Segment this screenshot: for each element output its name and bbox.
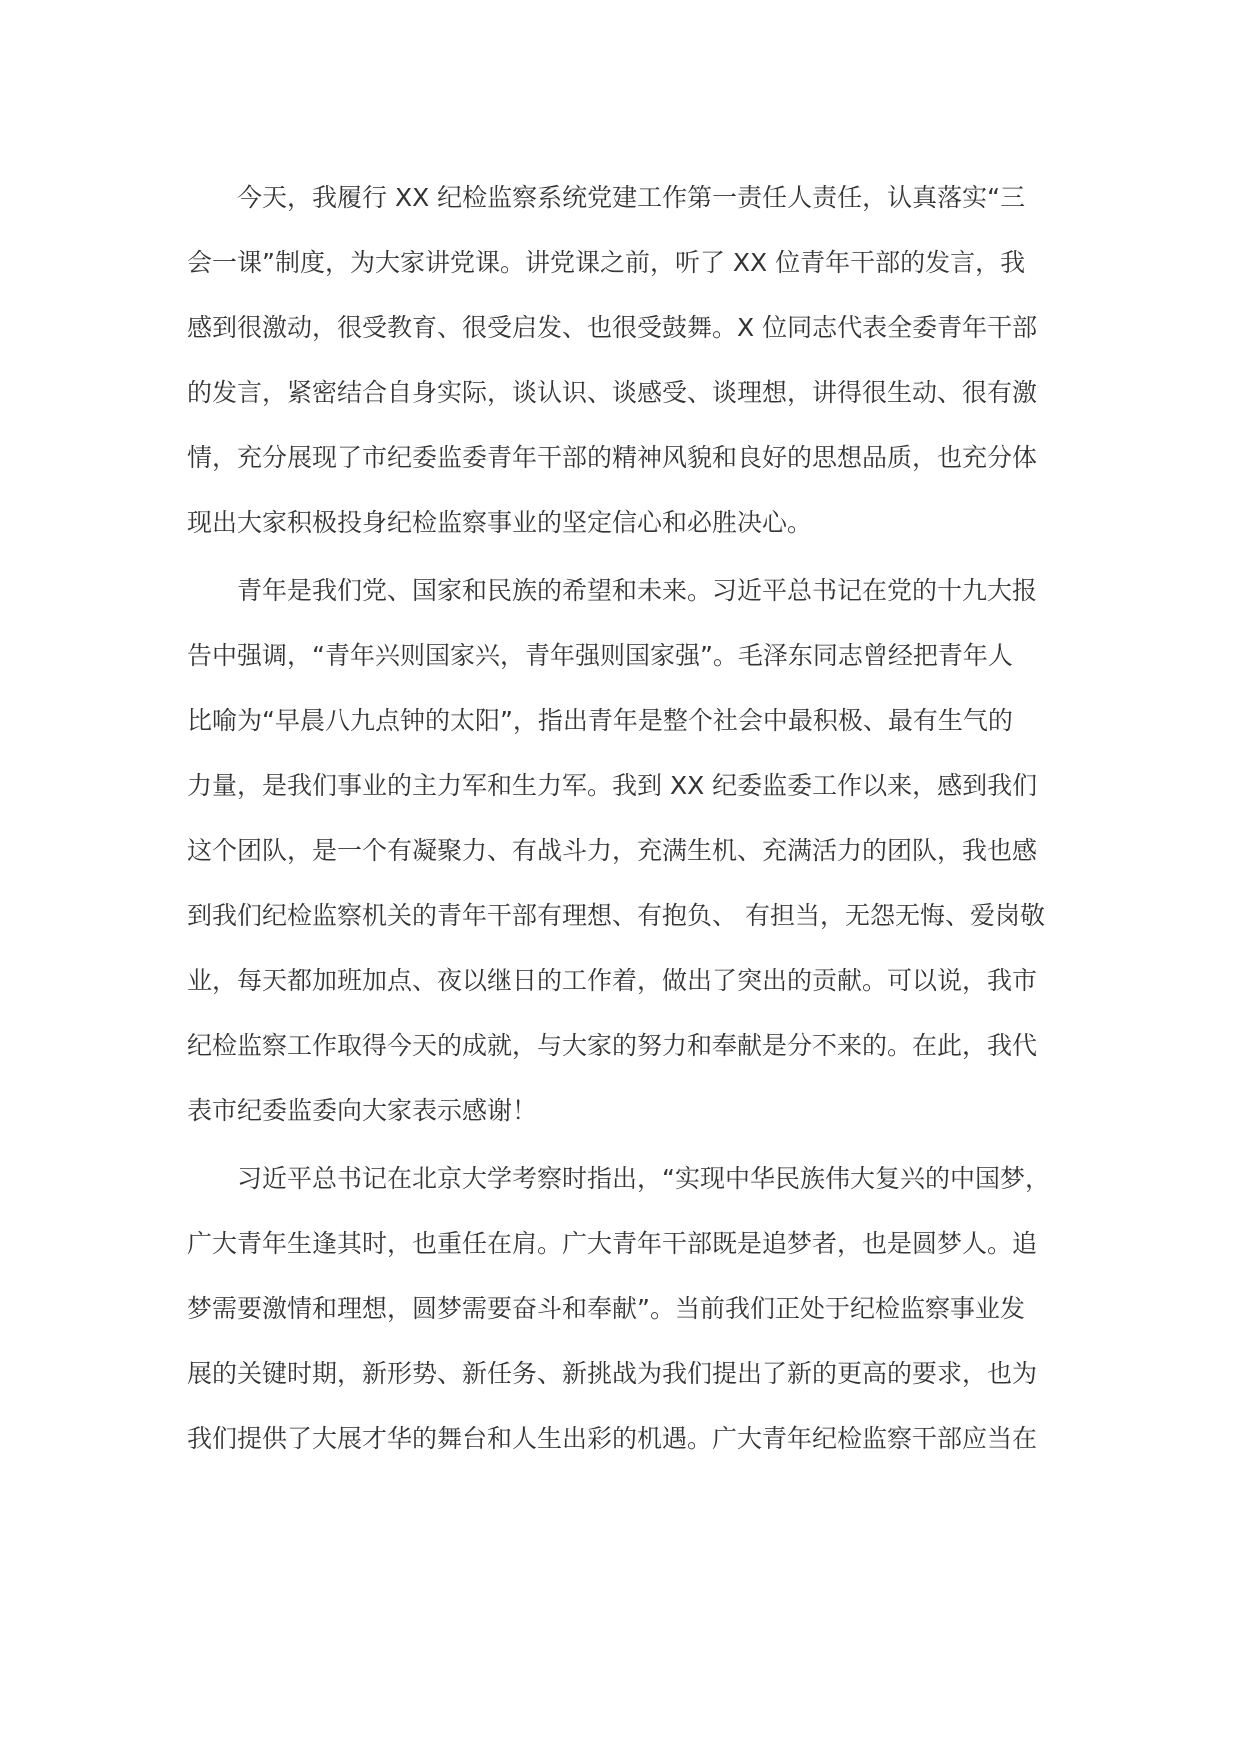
paragraph-line: 梦需要激情和理想，圆梦需要奋斗和奉献”。当前我们正处于纪检监察事业发 — [187, 1294, 1025, 1323]
paragraph-line: 比喻为“早晨八九点钟的太阳”，指出青年是整个社会中最积极、最有生气的 — [187, 706, 1013, 735]
paragraph-3 — [187, 1146, 1057, 1471]
paragraph-line: 告中强调，“青年兴则国家兴，青年强则国家强”。毛泽东同志曾经把青年人 — [187, 641, 1013, 670]
paragraph-line: 青年是我们党、国家和民族的希望和未来。习近平总书记在党的十九大报 — [237, 576, 1038, 605]
paragraph-line: 这个团队，是一个有凝聚力、有战斗力，充满生机、充满活力的团队，我也感 — [187, 836, 1038, 865]
paragraph-line: 情，充分展现了市纪委监委青年干部的精神风貌和良好的思想品质，也充分体 — [187, 443, 1038, 472]
paragraph-2 — [187, 558, 1057, 1143]
paragraph-line: 力量，是我们事业的主力军和生力军。我到 XX 纪委监委工作以来，感到我们 — [187, 771, 1038, 800]
paragraph-line: 纪检监察工作取得今天的成就，与大家的努力和奉献是分不来的。在此，我代 — [187, 1031, 1038, 1060]
paragraph-line: 展的关键时期，新形势、新任务、新挑战为我们提出了新的更高的要求，也为 — [187, 1359, 1038, 1388]
paragraph-line: 的发言，紧密结合自身实际，谈认识、谈感受、谈理想，讲得很生动、很有激 — [187, 378, 1038, 407]
paragraph-line: 感到很激动，很受教育、很受启发、也很受鼓舞。X 位同志代表全委青年干部 — [187, 313, 1038, 342]
paragraph-line: 习近平总书记在北京大学考察时指出，“实现中华民族伟大复兴的中国梦， — [237, 1164, 1050, 1193]
paragraph-line: 我们提供了大展才华的舞台和人生出彩的机遇。广大青年纪检监察干部应当在 — [187, 1424, 1038, 1453]
paragraph-line: 现出大家积极投身纪检监察事业的坚定信心和必胜决心。 — [187, 508, 813, 537]
paragraph-line: 到我们纪检监察机关的青年干部有理想、有抱负、 有担当，无怨无悔、爱岗敬 — [187, 901, 1045, 930]
paragraph-line: 广大青年生逢其时，也重任在肩。广大青年干部既是追梦者，也是圆梦人。追 — [187, 1229, 1038, 1258]
paragraph-line: 业，每天都加班加点、夜以继日的工作着，做出了突出的贡献。可以说，我市 — [187, 966, 1038, 995]
paragraph-line: 今天，我履行 XX 纪检监察系统党建工作第一责任人责任，认真落实“三 — [237, 183, 1026, 212]
paragraph-line: 表市纪委监委向大家表示感谢！ — [187, 1096, 538, 1125]
paragraph-line: 会一课”制度，为大家讲党课。讲党课之前，听了 XX 位青年干部的发言，我 — [187, 248, 1026, 277]
document-body — [187, 165, 1057, 1474]
paragraph-1 — [187, 165, 1057, 555]
